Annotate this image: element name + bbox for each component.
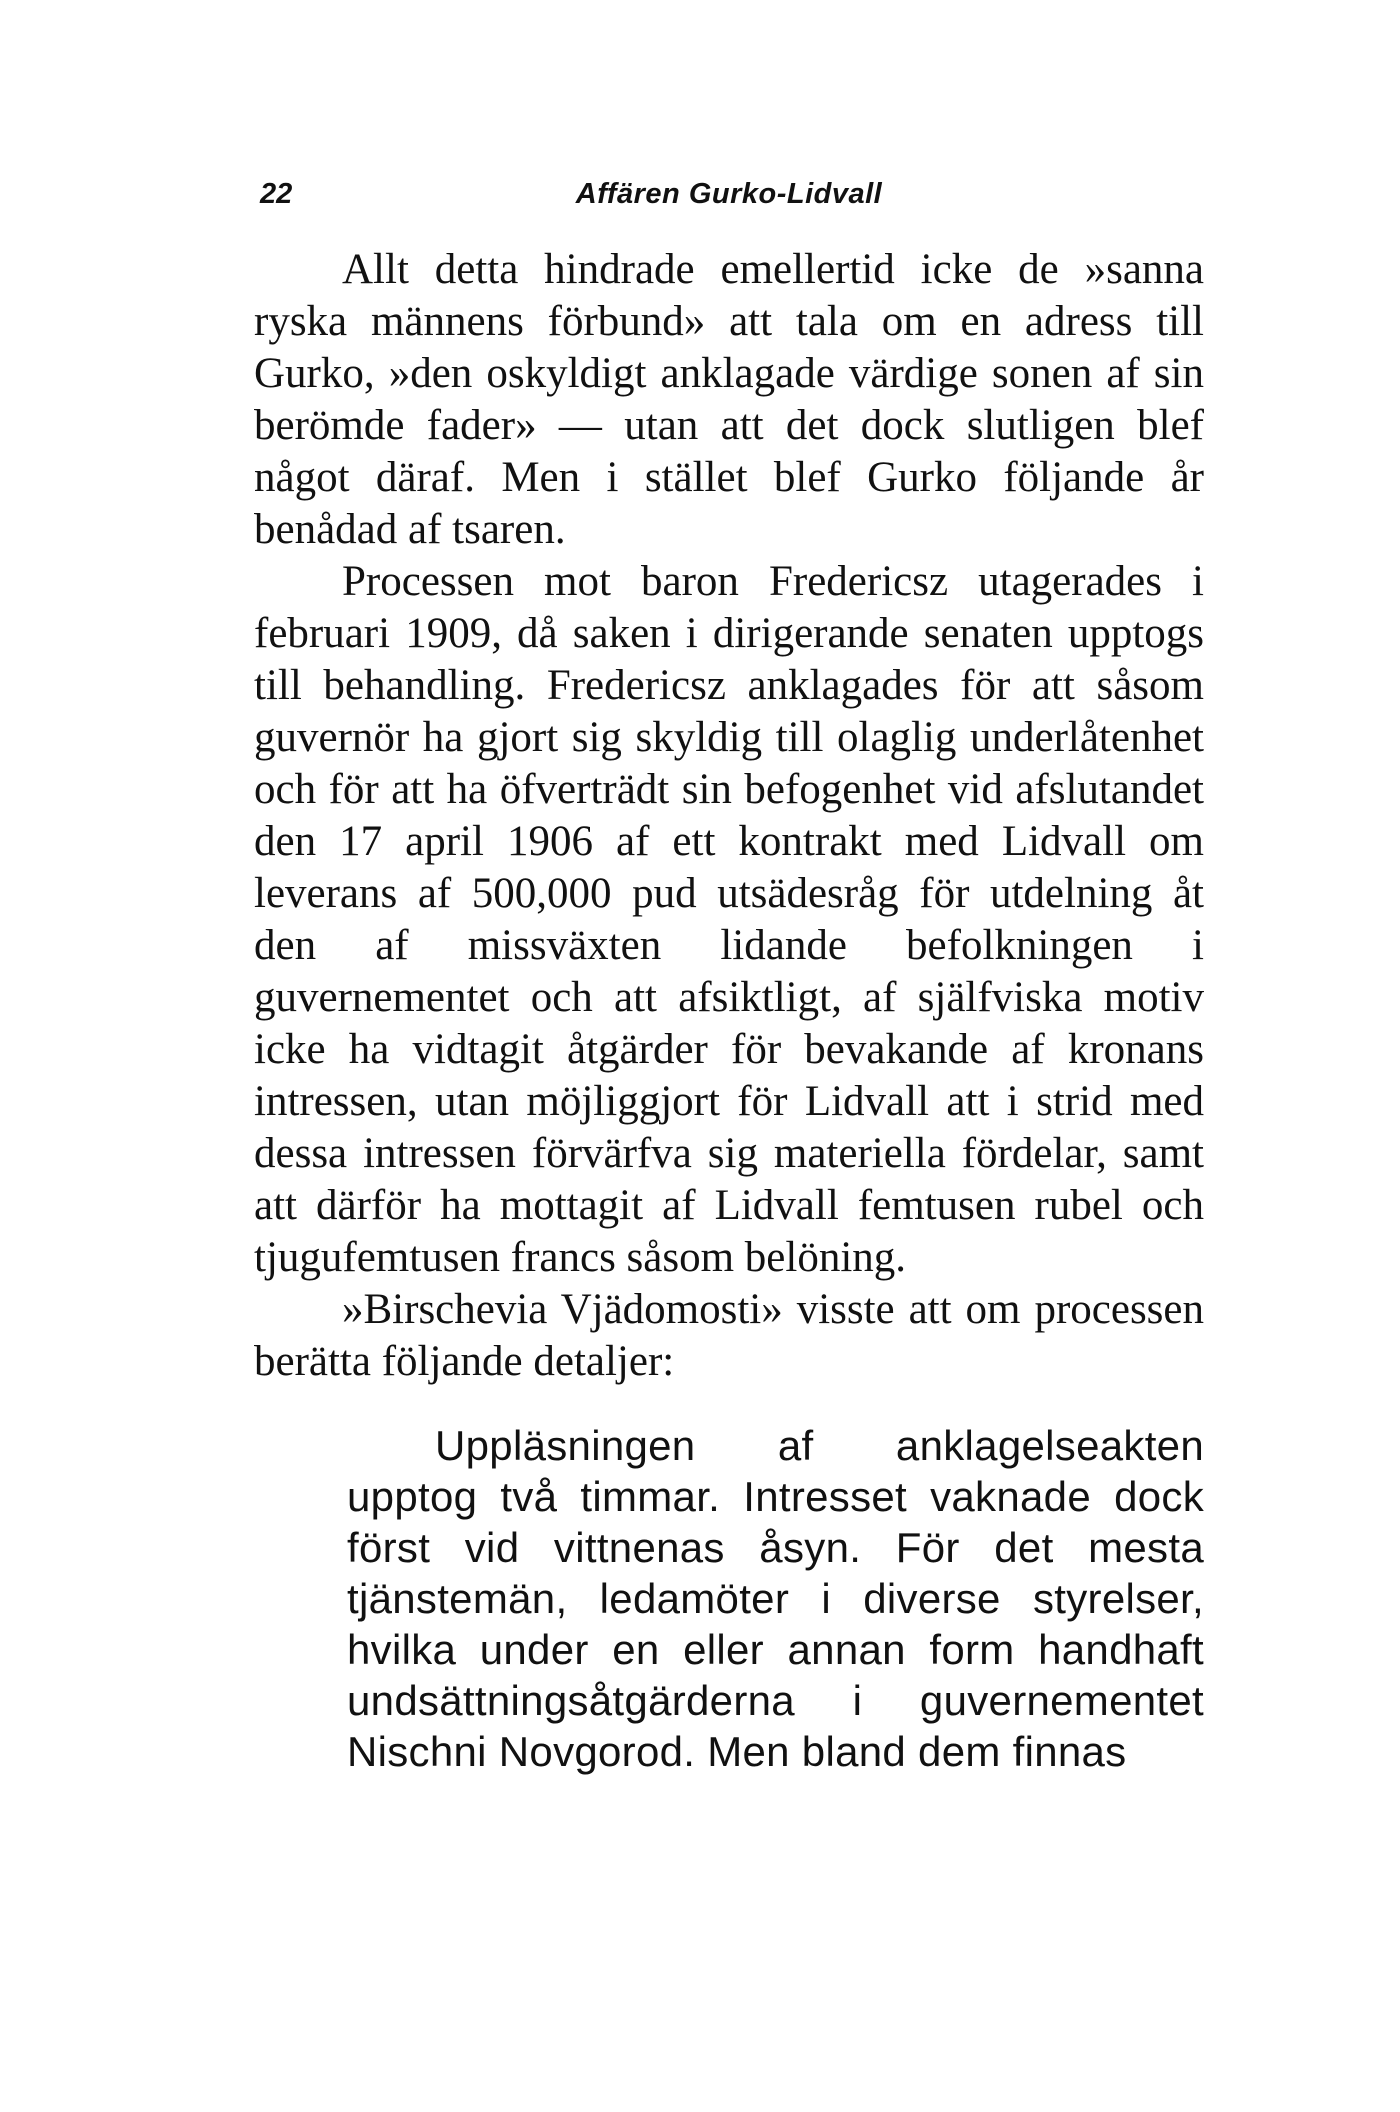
page-header [254,168,1204,218]
running-title: Affären Gurko-Lidvall [575,178,883,210]
paragraph-2: Processen mot baron Fredericsz utagerades i februari 1909, då saken i dirigerande senaten upptogs till behandling. Fredericsz anklagades för att såsom guvernör ha gjort sig skyldig till olaglig underlåtenhet och för att ha öfverträdt sin befogenhet vid afslutandet den 17 april 1906 af ett kontrakt med Lidvall om leverans af 500,000 pud utsädesråg för utdelning åt den af missväxten lidande befolkningen i guvernementet och att afsiktligt, af själfviska motiv icke ha vidtagit åtgärder för bevakande af kronans intressen, utan möjliggjort för Lidvall att i strid med dessa intressen förvärfva sig materiella fördelar, samt att därför ha mottagit af Lidvall femtusen rubel och tjugufemtusen francs såsom belöning. [254,558,1204,1281]
block-quote: Uppläsningen af anklagelseakten upptog två timmar. Intresset vaknade dock först vid vittnenas åsyn. För det mesta tjänstemän, ledamöter i diverse styrelser, hvilka under en eller annan form handhaft undsättningsåtgärderna i guvernementet Nischni Novgorod. Men bland dem finnas [347,1422,1204,1775]
book-page [254,168,1204,1819]
page-number: 22 [260,178,293,210]
text-body [254,244,1204,1777]
paragraph-1: Allt detta hindrade emellertid icke de »sanna ryska männens förbund» att tala om en adress till Gurko, »den oskyldigt anklagade värdige sonen af sin berömde fader» — utan att det dock slutligen blef något däraf. Men i stället blef Gurko följande år benådad af tsaren. [254,246,1204,553]
paragraph-3: »Birschevia Vjädomosti» visste att om processen berätta följande detaljer: [254,1286,1204,1385]
